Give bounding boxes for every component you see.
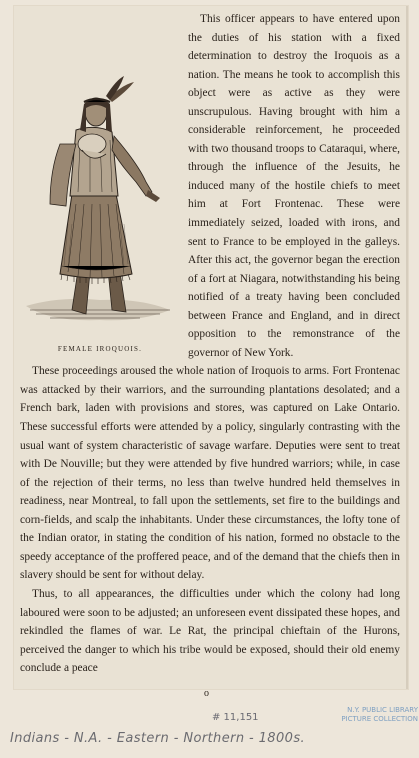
female-iroquois-engraving [20,74,180,338]
pencil-subject-caption: Indians - N.A. - Eastern - Northern - 1800s. [10,731,306,746]
paragraph-2: These proceedings aroused the whole nation of Iroquois to arms. Fort Frontenac was attacked by their warriors, and the surrounding plantations desolated; and a French bark, laden with provisions and stores, was captured on Lake Ontario. These successful efforts were attended by a policy, singularly contrasting with the usual want of system characteristic of savage warfare. Deputies were sent to treat with De Nouville; but they were attended by five hundred warriors; while, in case of the rejection of their terms, no less than twelve hundred held themselves in readiness, near Montreal, to fall upon the settlements, set fire to the buildings and corn-fields, and scalp the inhabitants. Under these circumstances, the lofty tone of the Indian orator, in stating the condition of his nation, formed no obstacle to the speedy acceptance of the proffered peace, and of the demand that the chiefs then in slavery should be sent for without delay. [20,365,400,582]
stamp-line-1: N.Y. PUBLIC LIBRARY [347,706,418,714]
library-stamp [326,706,418,724]
figure-female-iroquois [20,74,180,352]
stamp-line-2: PICTURE COLLECTION [341,715,418,723]
figure-caption: FEMALE IROQUOIS. [57,345,143,353]
paragraph-3: Thus, to all appearances, the difficulties under which the colony had long laboured were soon to be adjusted; an unforeseen event dissipated these hopes, and rekindled the flames of war. Le Rat, the principal chieftain of the Hurons, perceived the danger to which his tribe would be exposed, should their old enemy conclude a peace [20,587,400,675]
pencil-catalog-number: # 11,151 [212,712,259,723]
paragraph-1: This officer appears to have entered upon the duties of his station with a fixed determination to destroy the Iroquois as a nation. The means he took to accomplish this object were as active as they were unscrupulous. Having brought with him a considerable reinforcement, he proceeded with two thousand troops to Cataraqui, where, through the influence of the Jesuits, he induced many of the hostile chiefs to meet him at Fort Frontenac. These were immediately seized, loaded with irons, and sent to France to be employed in the galleys. After this act, the governor began the erection of a fort at Niagara, notwithstanding his being notified of a treaty having been concluded between France and England, and in direct opposition to the remonstrance of the governor of New York. [188,13,400,359]
article-text [20,10,400,678]
page-signature-mark: o [204,688,209,699]
